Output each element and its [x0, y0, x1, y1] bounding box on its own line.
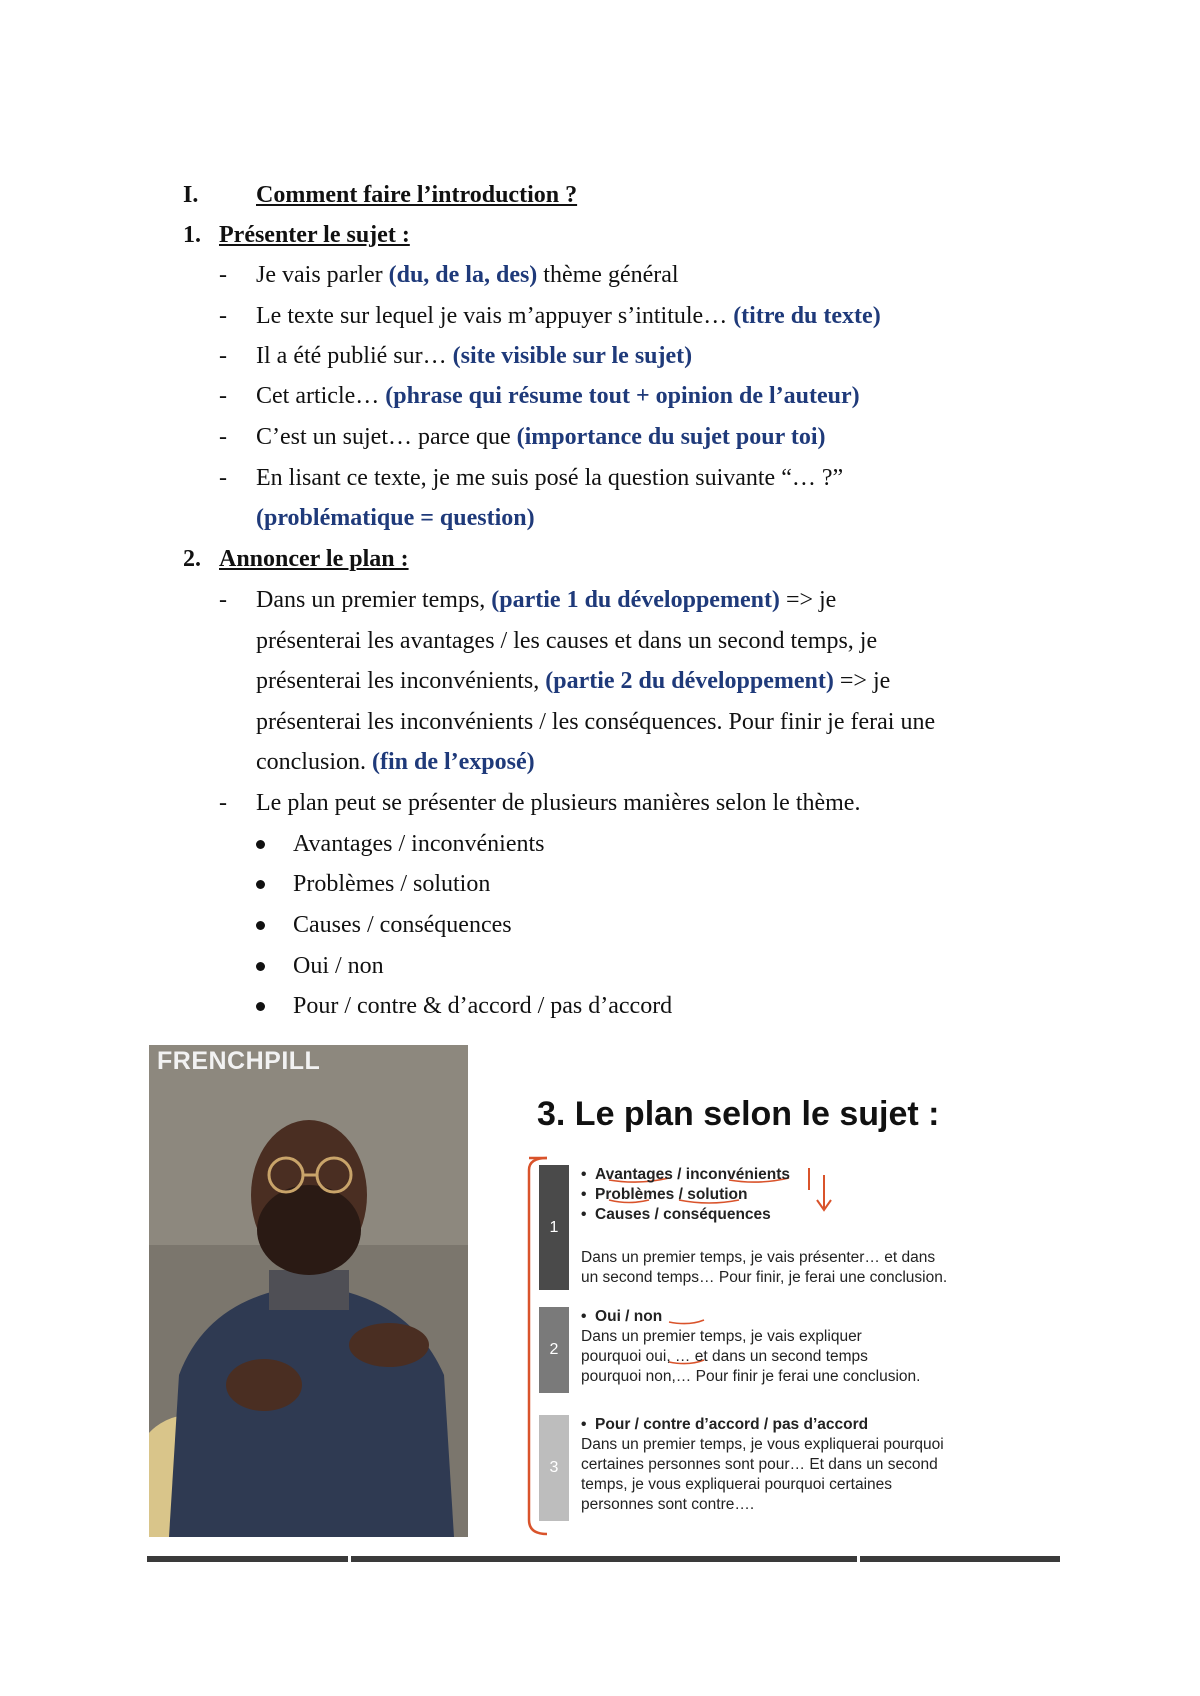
- sub1-number: 1.: [183, 222, 201, 248]
- block3-text: • Pour / contre d’accord / pas d’accord Dans un premier temps, je vous expliquerai pourquoi certaines personnes sont pour… Et dans un second temps, je vous expliquerai pourquoi certaines personnes sont contre….: [581, 1416, 944, 1513]
- plan-type-5: Pour / contre & d’accord / pas d’accord: [293, 993, 673, 1019]
- dash: -: [219, 303, 227, 329]
- block1-bullets: • Avantages / inconvénients • Problèmes / solution • Causes / conséquences: [581, 1166, 791, 1223]
- video-screenshot: [149, 1045, 1059, 1550]
- slide-title: 3. Le plan selon le sujet :: [537, 1095, 940, 1133]
- dash: -: [219, 383, 227, 409]
- bullet-icon: [256, 840, 265, 849]
- block1-text: Dans un premier temps, je vais présenter… et dans un second temps… Pour finir, je ferai une conclusion.: [581, 1249, 948, 1286]
- section-title: Comment faire l’introduction ?: [256, 182, 578, 208]
- video-progress-segment: [351, 1556, 857, 1562]
- sub2-number: 2.: [183, 546, 201, 572]
- block-number-2: 2: [539, 1307, 569, 1393]
- bullet-icon: [256, 880, 265, 889]
- bullet-icon: [256, 1002, 265, 1011]
- present-item-6-hint: (problématique = question): [256, 505, 535, 531]
- dash: -: [219, 424, 227, 450]
- plan-type-3: Causes / conséquences: [293, 912, 512, 938]
- dash: -: [219, 465, 227, 491]
- present-item-3: Il a été publié sur… (site visible sur le sujet): [256, 343, 693, 369]
- block-number-1: 1: [539, 1165, 569, 1290]
- video-progress-segment: [147, 1556, 348, 1562]
- dash: -: [219, 587, 227, 613]
- dash: -: [219, 343, 227, 369]
- presenter-illustration: [149, 1045, 468, 1537]
- plan-para-line-2: présenterai les avantages / les causes et dans un second temps, je: [256, 628, 878, 654]
- brand-logo: FRENCHPILL: [157, 1047, 321, 1075]
- bullet-icon: [256, 921, 265, 930]
- dash: -: [219, 262, 227, 288]
- plan-para-line-5: conclusion. (fin de l’exposé): [256, 749, 535, 775]
- bullet-icon: [256, 962, 265, 971]
- plan-type-1: Avantages / inconvénients: [293, 831, 545, 857]
- dash: -: [219, 790, 227, 816]
- plan-intro: Le plan peut se présenter de plusieurs manières selon le thème.: [256, 790, 861, 816]
- present-item-4: Cet article… (phrase qui résume tout + opinion de l’auteur): [256, 383, 860, 409]
- section-numeral: I.: [183, 182, 199, 208]
- block-number-3: 3: [539, 1415, 569, 1521]
- sub1-title: Présenter le sujet :: [219, 222, 410, 248]
- plan-para-line-4: présenterai les inconvénients / les conséquences. Pour finir je ferai une: [256, 709, 936, 735]
- plan-para-line-1: Dans un premier temps, (partie 1 du développement) => je: [256, 587, 837, 613]
- video-progress-segment: [860, 1556, 1060, 1562]
- block2-text: • Oui / non Dans un premier temps, je vais expliquer pourquoi oui, … et dans un second temps pourquoi non,… Pour finir je ferai une conclusion.: [581, 1308, 921, 1385]
- sub2-title: Annoncer le plan :: [219, 546, 409, 572]
- presenter-photo: [149, 1045, 468, 1537]
- present-item-5: C’est un sujet… parce que (importance du sujet pour toi): [256, 424, 826, 450]
- present-item-2: Le texte sur lequel je vais m’appuyer s’intitule… (titre du texte): [256, 303, 881, 329]
- present-item-1: Je vais parler (du, de la, des) thème général: [256, 262, 679, 288]
- plan-type-2: Problèmes / solution: [293, 871, 491, 897]
- present-item-6: En lisant ce texte, je me suis posé la question suivante “… ?”: [256, 465, 844, 491]
- plan-para-line-3: présenterai les inconvénients, (partie 2 du développement) => je: [256, 668, 891, 694]
- plan-type-4: Oui / non: [293, 953, 384, 979]
